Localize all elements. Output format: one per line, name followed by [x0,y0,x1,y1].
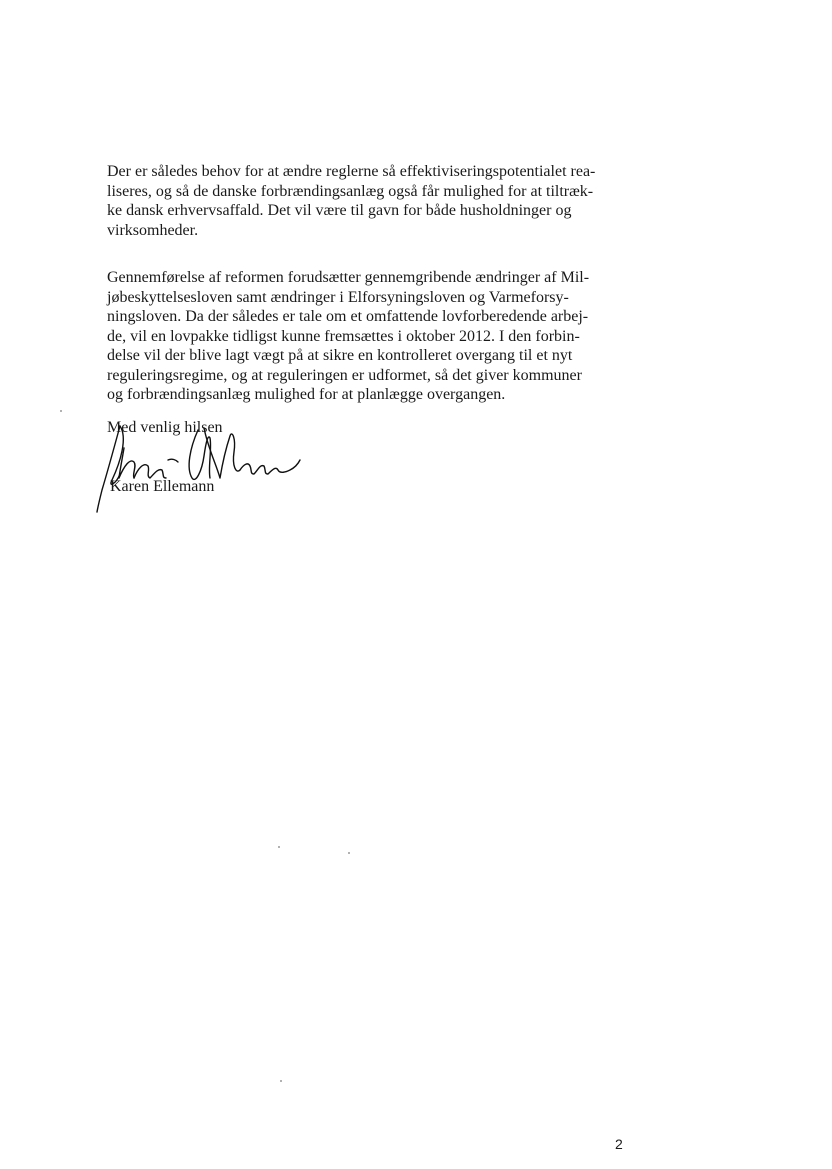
text-line: virksomheder. [107,221,199,239]
signer-name: Karen Ellemann [110,478,215,495]
scan-speck [348,852,350,854]
scan-speck [278,846,280,848]
text-line: jøbeskyttelsesloven samt ændringer i Elforsyningsloven og Varmeforsy- [107,288,569,306]
text-line: Der er således behov for at ændre reglerne så effektiviseringspotentialet rea- [107,163,596,180]
text-line: ke dansk erhvervsaffald. Det vil være til gavn for både husholdninger og [107,202,572,219]
text-line: Gennemførelse af reformen forudsætter gennemgribende ændringer af Mil- [107,269,590,286]
text-line: de, vil en lovpakke tidligst kunne fremsættes i oktober 2012. I den forbin- [107,327,580,345]
text-line: og forbrændingsanlæg mulighed for at planlægge overgangen. [107,386,506,403]
scan-speck [280,1080,282,1082]
handwritten-signature [90,408,310,518]
closing-salutation: Med venlig hilsen [107,419,223,436]
text-line: ningsloven. Da der således er tale om et omfattende lovforberedende arbej- [107,308,589,325]
page-number: 2 [615,1136,623,1152]
scan-speck [60,410,62,412]
body-paragraph-2 [107,268,617,405]
text-line: delse vil der blive lagt vægt på at sikre en kontrolleret overgang til et nyt [107,347,573,364]
text-line: reguleringsregime, og at reguleringen er udformet, så det giver kommuner [107,366,582,384]
body-paragraph-1 [107,162,617,240]
text-line: liseres, og så de danske forbrændingsanlæg også får mulighed for at tiltræk- [107,182,594,200]
